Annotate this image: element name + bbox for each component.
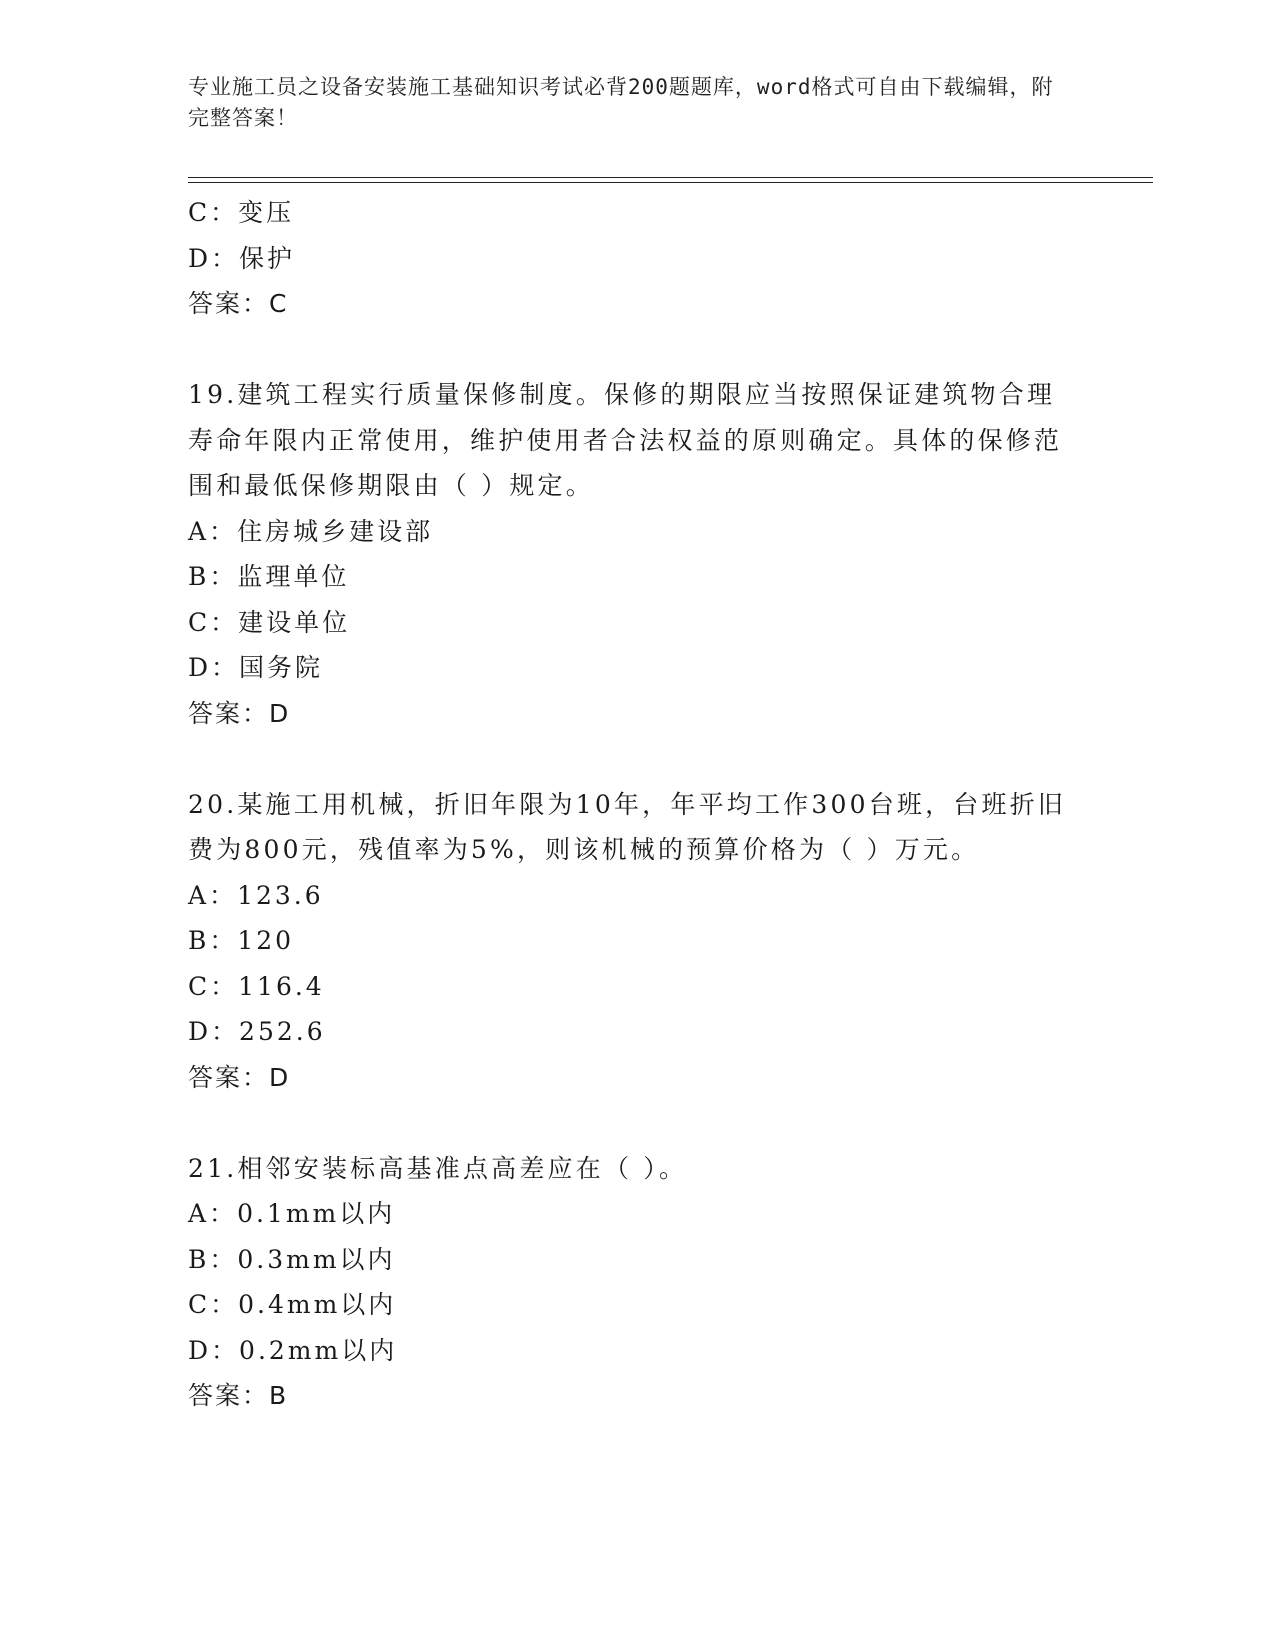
option-text: 监理单位 — [237, 562, 350, 591]
option-text: 252.6 — [239, 1017, 326, 1046]
option-letter: D： — [188, 1335, 240, 1365]
option-text: 0.1mm以内 — [237, 1199, 396, 1228]
option-text: 国务院 — [239, 653, 324, 682]
document-header: 专业施工员之设备安装施工基础知识考试必背200题题库，word格式可自由下载编辑，附完整答案！ — [188, 75, 1054, 130]
option-text: 0.3mm以内 — [237, 1244, 396, 1274]
option-text: 建设单位 — [238, 607, 351, 637]
option-letter: B： — [188, 1244, 238, 1274]
option-b — [188, 554, 1088, 600]
option-letter: C： — [188, 971, 239, 1001]
spacer — [188, 327, 1088, 373]
option-letter: C： — [188, 198, 239, 227]
option-text: 116.4 — [238, 971, 325, 1001]
option-text: 0.4mm以内 — [238, 1290, 397, 1319]
option-b — [188, 1237, 1088, 1283]
option-a — [188, 509, 1088, 555]
option-c — [188, 600, 1088, 646]
option-d — [188, 1009, 1088, 1055]
option-letter: D： — [188, 243, 240, 273]
option-a — [188, 1191, 1088, 1237]
question-list — [188, 190, 1088, 1419]
option-b — [188, 918, 1088, 964]
option-letter: A： — [188, 516, 238, 546]
spacer — [188, 736, 1088, 782]
spacer — [188, 1100, 1088, 1146]
question-stem: 19.建筑工程实行质量保修制度。保修的期限应当按照保证建筑物合理寿命年限内正常使用，维护使用者合法权益的原则确定。具体的保修范围和最低保修期限由（ ）规定。 — [188, 380, 1063, 500]
option-letter: B： — [188, 562, 238, 591]
option-letter: D： — [188, 653, 240, 682]
option-d — [188, 236, 1088, 282]
header-divider-bottom — [188, 182, 1153, 183]
option-c — [188, 190, 1088, 236]
answer-line: 答案：B — [188, 1381, 289, 1410]
option-a — [188, 873, 1088, 919]
option-letter: A： — [188, 1199, 238, 1228]
option-text: 变压 — [238, 198, 295, 227]
option-text: 120 — [237, 926, 295, 955]
option-c — [188, 964, 1088, 1010]
option-letter: C： — [188, 1290, 239, 1319]
option-letter: D： — [188, 1017, 240, 1046]
option-letter: B： — [188, 926, 238, 955]
option-letter: C： — [188, 607, 239, 637]
option-text: 保护 — [239, 243, 296, 273]
header-divider-top — [188, 177, 1153, 178]
option-d — [188, 645, 1088, 691]
answer-line: 答案：C — [188, 289, 289, 318]
answer-line: 答案：D — [188, 698, 291, 728]
answer-line: 答案：D — [188, 1062, 291, 1092]
option-text: 0.2mm以内 — [239, 1335, 398, 1365]
question-stem: 21.相邻安装标高基准点高差应在（ ）。 — [188, 1153, 688, 1183]
option-letter: A： — [188, 880, 238, 910]
option-c — [188, 1282, 1088, 1328]
option-d — [188, 1328, 1088, 1374]
option-text: 住房城乡建设部 — [237, 516, 434, 546]
question-stem: 20.某施工用机械，折旧年限为10年，年平均工作300台班，台班折旧费为800元，残值率为5%，则该机械的预算价格为（ ）万元。 — [188, 789, 1067, 864]
option-text: 123.6 — [237, 880, 324, 910]
